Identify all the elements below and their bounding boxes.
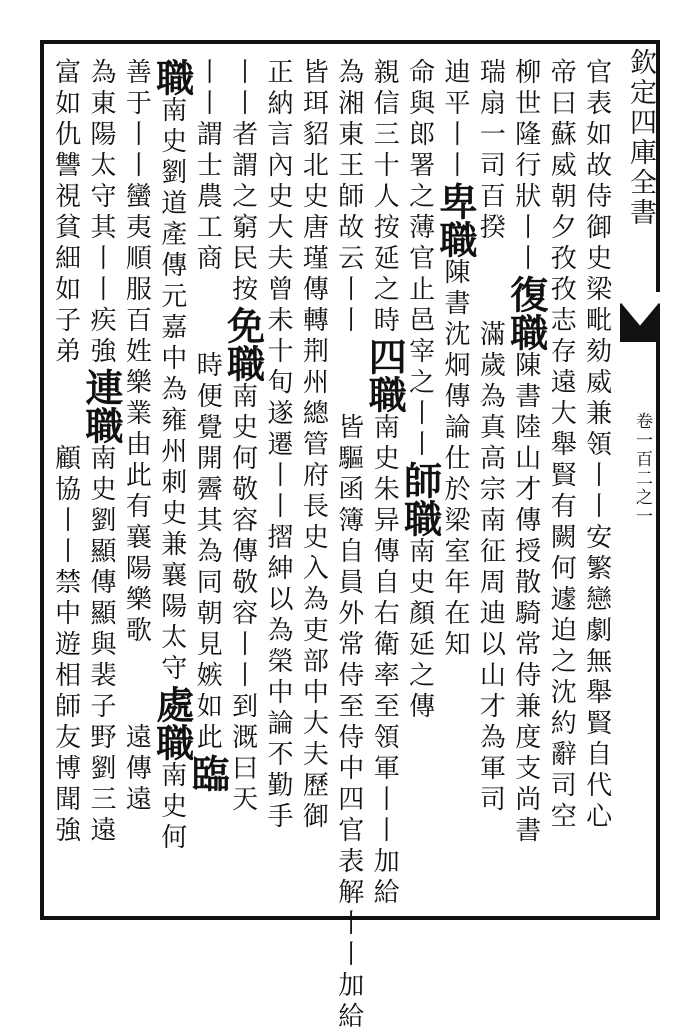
column-text: 官表如故侍御史梁毗劾威兼領丨丨安繁戀劇無舉賢自代心 [581,58,612,833]
column-text: 命與郎署之薄官止邑宰之丨丨 [404,58,435,461]
heading-term: 職 [149,58,195,96]
column-text: 丨丨謂士農工商 [192,58,223,275]
column-text: 富如仇讐視貧細如子弟 [50,58,81,368]
text-column [577,58,617,908]
column-text: 顧協丨丨禁中遊相師友博聞強 [50,444,81,847]
heading-term: 處職 [149,685,195,761]
column-text: 善于丨丨蠻夷順服百姓樂業由此有襄陽樂歌 [121,58,152,647]
text-column [46,58,86,908]
column-text: 迪平丨丨 [440,58,470,182]
column-text: 南史劉顯傳顯與裴子野劉三遠 [86,444,116,847]
text-column [503,58,549,908]
column-text: 丨丨者謂之窮民按 [227,58,258,306]
column-text: 南史劉道產傳元嘉中為雍州刺史兼襄陽太守 [156,96,187,685]
column-text: 為東陽太守其丨丨疾強 [86,58,116,368]
column-text: 皆驅函簿自員外常侍至侍中四官表解丨丨加給 [333,413,364,1033]
column-text: 帝曰蘇威朝夕孜孜志存遠大舉賢有闕何遽迫之沈約辭司空 [546,58,577,833]
heading-term: 免職 [220,306,266,382]
heading-term: 卑職 [433,182,478,258]
column-text: 遠傳遠 [121,723,152,816]
column-text: 南史何敬容傳敬容丨丨到溉曰天 [227,382,258,816]
column-text: 瑞扇一司百揆 [475,58,506,244]
heading-term: 復職 [503,275,549,351]
text-column [116,58,156,908]
text-column [541,58,581,908]
heading-term: 臨 [185,754,231,792]
column-text: 正納言內史大夫曾未十旬遂遷丨丨摺紳以為榮中論不勤手 [263,58,293,833]
column-text: 皆珥貂北史唐瑾傳轉荆州總管府長史入為吏部中大夫歷御 [298,58,329,833]
text-column [149,58,195,908]
heading-term: 師職 [397,461,443,537]
column-text: 南史朱异傳自右衛率至領軍丨丨加給 [369,413,400,909]
heading-term: 四職 [362,337,408,413]
text-column [293,58,333,908]
text-column [329,58,369,1033]
column-text: 滿歲為真高宗南征周迪以山才為軍司 [475,320,506,816]
fish-tail-ornament [620,292,660,342]
column-text: 南史何 [156,761,187,854]
text-column [258,58,298,908]
volume-label: 卷一百二之一 [632,412,652,526]
column-text: 柳世隆行狀丨丨 [510,58,541,275]
column-text: 時便覺開霽其為同朝見嫉如此 [192,351,223,754]
column-text: 陳書陸山才傳授散騎常侍兼度支尚書 [510,351,541,847]
heading-term: 連職 [79,368,124,444]
column-text: 陳書沈炯傳論仕於梁室年在知 [440,258,470,661]
text-column [185,58,231,908]
text-column [397,58,443,908]
column-text: 南史顏延之傳 [404,537,435,723]
column-text: 為湘東王師故云丨丨 [333,58,364,337]
column-text: 親信三十人按延之時 [369,58,400,337]
text-column [362,58,408,909]
book-title: 欽定四庫全書 [625,48,656,228]
text-column [79,58,124,908]
